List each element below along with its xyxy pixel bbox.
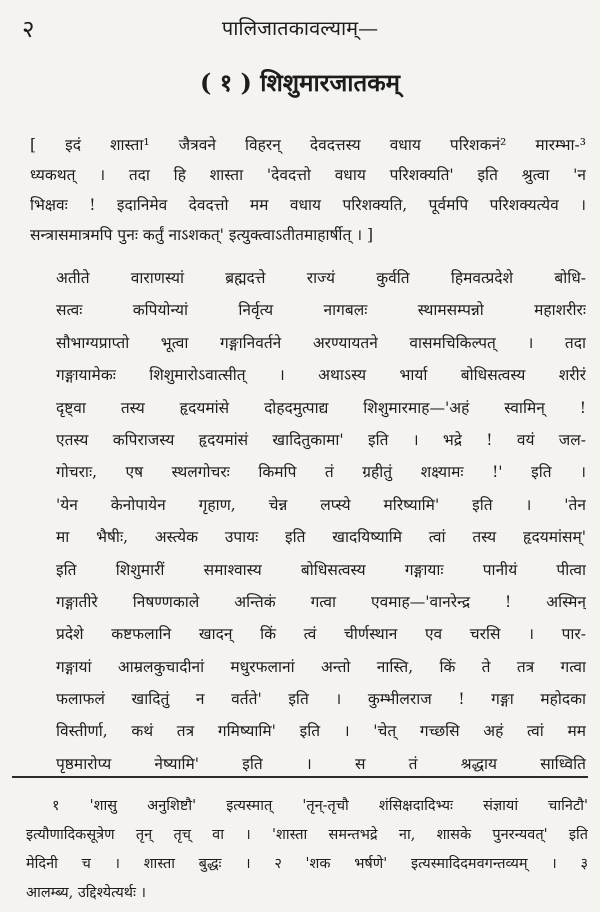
body-line: 'येन केनोपायेन गृहाण, चेन्न लप्स्ये मरिष्यामि' इति । 'तेन [56,495,586,514]
footnotes [26,792,588,908]
footnote-line: आलम्ब्य, उद्दिश्येत्यर्थः । [26,885,147,901]
body-line: इति शिशुमारीं समाश्वास्य बोधिसत्वस्य गङ्गायाः पानीयं पीत्वा [56,560,586,579]
body-line: अतीते वाराणस्यां ब्रह्मदत्ते राज्यं कुर्वति हिमवत्प्रदेशे बोधि- [56,269,586,287]
body-line: सौभाग्यप्राप्तो भूत्वा गङ्गानिवर्तने अरण्यायतने वासमचिकिल्पत् । तदा [56,333,586,352]
intro-line: ध्यकथत् । तदा हि शास्ता 'देवदत्तो वधाय परिशक्यति' इति श्रुत्वा 'न [30,166,586,184]
body-line: सत्वः कपियोन्यां निर्वृत्य नागबलः स्थामसम्पन्नो महाशरीरः [56,301,586,320]
intro-line: भिक्षवः ! इदानिमेव देवदत्तो मम वधाय परिशक्यति, पूर्वमपि परिशक्यत्येव । [30,196,586,214]
body-line: मा भैषीः, अस्त्येक उपायः इति खादयिष्यामि त्वां तस्य हृदयमांसम्' [56,528,586,547]
body-line: गङ्गातीरे निषण्णकाले अन्तिकं गत्वा एवमाह—'वानरेन्द्र ! अस्मिन् [56,592,586,611]
footnote-line: १ 'शासु अनुशिष्टौ' इत्यस्मात् 'तृन्-तृचौ शंसिक्षदादिभ्यः संज्ञायां चानिटौ' [52,798,588,814]
chapter-title: ( १ ) शिशुमारजातकम् [200,68,400,97]
body-line: फलाफलं खादितुं न वर्तते' इति । कुम्भीलराज ! गङ्गा महोदका [56,690,586,709]
page-header [0,10,600,44]
intro-line: [ इदं शास्ता¹ जैत्रवने विहरन् देवदत्तस्य वधाय परिशकनं² मारम्भा-³ [30,136,586,154]
body-line: गङ्गायां आम्रलकुचादीनां मधुरफलानां अन्तो नास्ति, किं ते तत्र गत्वा [56,657,586,676]
footnote-line: मेदिनी च । शास्ता बुद्धः । २ 'शक भर्षणे' इत्यस्मादिदमवगन्तव्यम् । ३ [26,856,588,872]
body-line: पृष्ठमारोप्य नेष्यामि' इति । स तं श्रद्धाय साध्विति [56,754,586,773]
intro-paragraph [30,130,586,250]
body-line: एतस्य कपिराजस्य हृदयमांसं खादितुकामा' इति । भद्रे ! वयं जल- [56,430,586,449]
body-line: दृष्ट्वा तस्य हृदयमांसे दोहदमुत्पाद्य शिशुमारमाह—'अहं स्वामिन् ! [56,398,586,417]
footnote-line: इत्यौणादिकसूत्रेण तृन् तृच् वा । 'शास्ता समन्तभद्रे ना, शासके पुनरन्यवत्' इति [26,827,588,843]
body-line: गङ्गायामेकः शिशुमारोऽवात्सीत् । अथाऽस्य भार्या बोधिसत्वस्य शरीरं [56,366,586,385]
running-title: पालिजातकावल्याम्— [221,16,379,40]
body-line: गोचराः, एष स्थलगोचरः किमपि तं ग्रहीतुं शक्ष्यामः !' इति । [56,463,586,482]
intro-line: सन्त्रासमात्रमपि पुनः कर्तुं नाऽशकत्' इत्युक्त्वाऽतीतमाहार्षीत् । ] [30,226,374,244]
page-number: २ [22,15,35,43]
body-line: विस्तीर्णा, कथं तत्र गमिष्यामि' इति । 'चेत् गच्छसि अहं त्वां मम [56,722,586,741]
footnote-divider [12,776,588,778]
main-text [30,262,586,780]
body-line: प्रदेशे कष्टफलानि खादन् किं त्वं चीर्णस्थान एव चरसि । पार- [56,625,586,644]
